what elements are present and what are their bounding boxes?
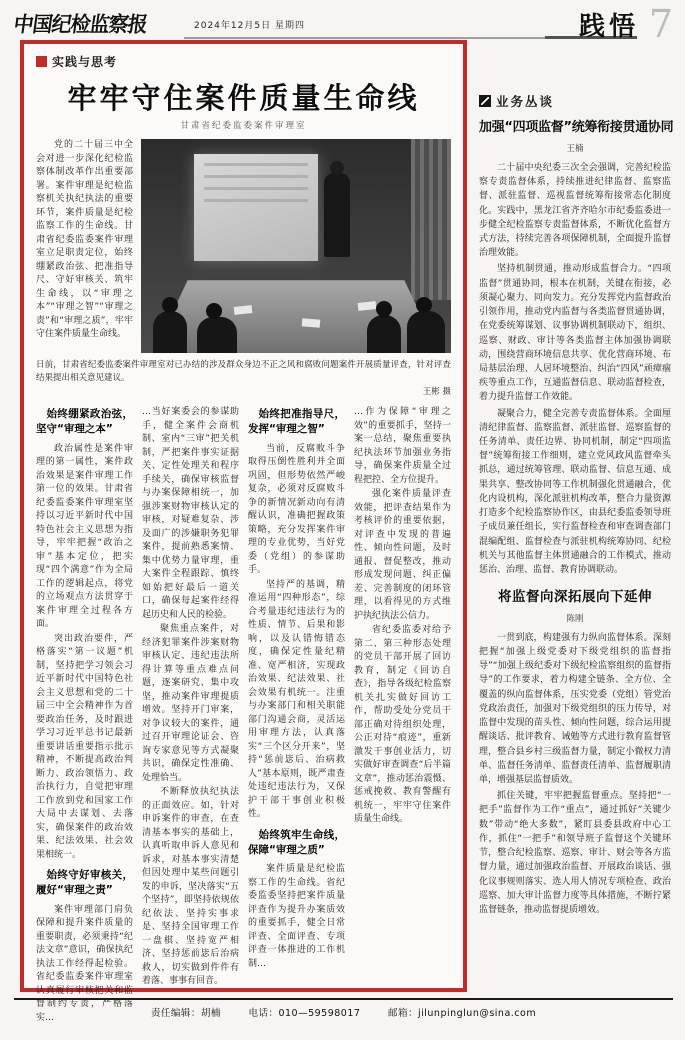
page-number: 7 xyxy=(648,2,673,46)
sidebar-kicker-label: 业务丛谈 xyxy=(496,94,555,109)
pen-icon xyxy=(479,95,491,107)
intro-column xyxy=(36,139,133,353)
page-footer xyxy=(14,998,673,1019)
body-paragraph: 坚持严的基调，精准运用“四种形态”，综合考量违纪违法行为的性质、情节、后果和影响，以及认错悔错态度，确保定性量纪精准、宽严相济，实现政治效果、纪法效果、社会效果有机统一。注重与办案部门和相关职能部门沟通会商，灵活运用审理方法，认真落实“三个区分开来”，坚持“惩前毖后、治病救人”基本原则，既严肃查处违纪违法行为，又保护干部干事创业积极性。 xyxy=(248,579,345,820)
photo-credit: 王彬 摄 xyxy=(422,386,451,397)
footer-phone: 电话：010—59598017 xyxy=(248,1008,361,1019)
kicker xyxy=(36,54,451,68)
lead-row xyxy=(36,139,451,353)
newspaper-masthead: 中国纪检监察报 xyxy=(12,11,149,37)
column-3 xyxy=(248,406,345,1040)
body-paragraph: …作为保障“审理之效”的重要抓手，坚持一案一总结，聚焦重要执纪执法环节加强业务指导，确保案件质量全过程把控、全方位提升。 xyxy=(354,407,451,485)
body-paragraph: 案件质量是纪检监察工作的生命线。省纪委监委坚持把案件质量评查作为提升办案质效的重要抓手，健全日常评查、全面评查、专项评查一体推进的工作机制… xyxy=(248,864,345,969)
caption-text: 日前，甘肃省纪委监委案件审理室对已办结的涉及群众身边不正之风和腐败问题案件开展质量评查，针对评查结果提出相关意见建议。 xyxy=(36,360,451,383)
sidebar-article2-title: 将监督向深拓展向下延伸 xyxy=(498,589,652,606)
sidebar-article2-body xyxy=(479,631,671,917)
body-paragraph: 一贯到底，构建强有力纵向监督体系。深刻把握“加强上级党委对下级党组织的监督指导”“加强上级纪委对下级纪检监察组织的监督指导”的工作要求，着力构建全链条、全方位、全覆盖的纵向监督体系，压实党委（党组）管党治党政治责任，加强对下级党组织的压力传导，对监督中发现的苗头性、倾向性问题，综合运用提醒谈话、批评教育、诫勉等方式进行教育监督管理，整合县乡村三级监督力量，制定小微权力清单、监督任务清单、监督责任清单、监督履职清单，增强基层监督质效。 xyxy=(479,632,671,785)
projection-screen xyxy=(194,154,318,261)
sidebar-article1-title: 加强“四项监督”统筹衔接贯通协同 xyxy=(479,120,674,135)
footer-email: 邮箱：jilunpinglun@sina.com xyxy=(387,1008,537,1019)
article-columns xyxy=(36,406,451,1040)
sidebar-kicker xyxy=(479,92,671,110)
seated-person xyxy=(153,311,187,353)
body-paragraph: 不断释放执纪执法的正面效应。如，针对申诉案件的审查，在查清基本事实的基础上，认真听取申诉人意见和诉求，对基本事实清楚但因处理中某些问题引发的申诉，坚决落实“五个坚持”，即坚持依规依纪依法、坚持实事求是、坚持全国审理工作一盘棋、坚持宽严相济、坚持惩前毖后治病救人，切实做到件件有着落、事事有回音。 xyxy=(142,787,239,987)
body-paragraph: 强化案件质量评查效能，把评查结果作为考核评价的重要依据，对评查中发现的普遍性、倾向性问题，及时通报、督促整改，推动形成发现问题、纠正偏差、完善制度的闭环管理，以看得见的方式维护执纪执法公信力。 xyxy=(354,489,451,621)
sidebar-article1-byline: 王楠 xyxy=(566,143,584,154)
body-paragraph: 突出政治要件，严格落实“第一议题”机制，坚持把学习领会习近平新时代中国特色社会主义思想和党的二十届三中全会精神作为首要政治任务，及时跟进学习习近平总书记最新重要讲话重要指示批示精神，不断提高政治判断力、政治领悟力、政治执行力，自觉把审理工作放到党和国家工作大局中去谋划、去落实，确保案件的政治效果、纪法效果、社会效果相统一。 xyxy=(36,633,133,860)
presenter-figure xyxy=(324,173,350,257)
body-paragraph: 省纪委监委对给予第二、第三种形态处理的党员干部开展了回访教育，制定《回访自查》，指导各级纪检监察机关扎实做好回访工作，帮助受处分党员干部正确对待组织处理，公正对待“痕迹”，重新激发干事创业活力，切实做好审查调查“后半篇文章”，推动惩治震慑、惩戒挽救、教育警醒有机统一，牢牢守住案件质量生命线。 xyxy=(354,625,451,825)
subhead-3: 始终守好审核关，履好“审理之责” xyxy=(36,869,133,897)
sidebar-article2-byline: 陈刚 xyxy=(566,613,584,624)
body-paragraph: 二十届中央纪委三次全会强调，完善纪检监察专责监督体系，持续推进纪律监督、监察监督、派驻监督、巡视监督统筹衔接常态化制度化。实践中，黑龙江省齐齐哈尔市纪委监委进一步健全纪检监察专责监督体系，不断优化监督方式方法，持续完善各项保障机制，全面提升监督治理效能。 xyxy=(479,162,671,259)
publication-date: 2024年12月5日 星期四 xyxy=(194,21,305,31)
intro-paragraph: 党的二十届三中全会对进一步深化纪检监察体制改革作出重要部署。案件审理是纪检监察机关执纪执法的重要环节，案件质量是纪检监察工作的生命线。甘肃省纪委监委案件审理室立足职责定位，始终绷紧政治弦、把准指导尺、守好审核关、筑牢生命线，以“审理之本”“审理之智”“审理之责”和“审理之质”，牢牢守住案件质量生命线。 xyxy=(36,140,133,339)
sidebar-column xyxy=(479,92,674,919)
body-paragraph: 聚焦重点案件，对经济犯罪案件涉案财物审核认定、违纪违法所得计算等重点难点问题，逐案研究、集中攻坚，推动案件审理提质增效。坚持开门审案，对争议较大的案件，通过召开审理论证会、咨询专家意见等方式凝聚共识，确保定性准确、处理恰当。 xyxy=(142,624,239,783)
page-header xyxy=(12,2,673,46)
subhead-4: 始终筑牢生命线，保障“审理之质” xyxy=(248,828,345,856)
column-1 xyxy=(36,406,133,1040)
body-paragraph: 当前，反腐败斗争取得压倒性胜利并全面巩固，但形势依然严峻复杂，必须对反腐败斗争的新情况新动向有清醒认识，准确把握政策策略，充分发挥案件审理的专业优势，当好党委（党组）的参谋助手。 xyxy=(248,443,345,576)
footer-editor: 责任编辑：胡楠 xyxy=(150,1008,221,1019)
subhead-2: 始终把准指导尺，发挥“审理之智” xyxy=(248,408,345,436)
body-paragraph: 案件审理部门肩负保障和提升案件质量的重要职责，必须秉持“纪法文章”意识，确保执纪执法工作经得起检验。省纪委监委案件审理室认真履行审核把关和监督制约专责，严格落实… xyxy=(36,904,133,1023)
kicker-label: 实践与思考 xyxy=(52,54,118,69)
main-headline: 牢牢守住案件质量生命线 xyxy=(67,81,420,115)
section-title: 践悟 xyxy=(578,12,639,42)
kicker-square-icon xyxy=(36,56,47,67)
body-paragraph: 坚持机制贯通，推动形成监督合力。“四项监督”贯通协同，根本在机制，关键在衔接，必须凝心聚力、同向发力。充分发挥党内监督政治引领作用，推动党内监督与各类监督贯通协调，在党委统筹谋划、议事协调机制联动下，组织、巡察、财政、审计等各类监督主体加强协调联动，围绕营商环境信息共享、优化营商环境、布局基层治理、人居环境整治、纠治“四风”顽瘴痼疾等重点工作，互通监督信息、联动监督检查，着力提升监督工作效能。 xyxy=(479,264,671,403)
column-2 xyxy=(142,406,239,1040)
seated-person xyxy=(197,317,237,353)
seated-person xyxy=(367,315,401,353)
body-paragraph: …当好案委会的参谋助手，健全案件会商机制、室内“三审”把关机制，严把案件事实证据关、定性处理关和程序手续关，确保审核监督与办案保障相统一，加强涉案财物审核认定的审核，对疑难复杂、涉及面广的涉嫌职务犯罪案件，提前熟悉案情、集中优势力量审理，重大案件全程跟踪、慎终如始把好最后一道关口，确保每起案件经得起历史和人民的检验。 xyxy=(142,407,239,620)
column-4 xyxy=(354,406,451,1040)
seated-person xyxy=(407,311,445,353)
sidebar-article1-body xyxy=(479,161,671,577)
subhead-1: 始终绷紧政治弦，坚守“审理之本” xyxy=(36,408,133,436)
meeting-photo xyxy=(141,139,451,353)
main-byline: 甘肃省纪委监委案件审理室 xyxy=(180,121,307,131)
body-paragraph: 抓住关键，牢牢把握监督重点。坚持把“一把手”监督作为工作“重点”，通过抓好“关键少数”带动“绝大多数”，紧盯县委县政府中心工作，抓住“一把手”和领导班子监督这个关键环节，整合纪检监察、巡察、审计、财会等各方监督力量，通过加强政治监督、开展政治谈话、强化议事规则落实、选人用人情况专项检查、政治巡察、加大审计监督力度等具体措施，不断拧紧监督链条，推动监督提质增效。 xyxy=(479,791,671,915)
photo-caption xyxy=(36,359,451,398)
body-paragraph: 凝聚合力，健全完善专责监督体系。全面厘清纪律监督、监察监督、派驻监督、巡察监督的任务清单、责任边界、协同机制，制定“四项监督”统筹衔接工作细则，建立党风政风监督牵头抓总，通过统筹管理、联动监督、信息互通、成果共享、整改协同等工作机制强化贯通融合，优化内设机构，深化派驻机构改革，整合力量资源打造多个纪检监察协作区，由县纪委监委领导班子成员兼任组长，实行监督检查和审查调查部门混编配组、监督检查与派驻机构统筹协同、纪检机关与其他监督主体贯通融合的工作模式，推动惩治、治理、监督、教育协调联动。 xyxy=(479,408,671,576)
window-blinds xyxy=(411,139,451,300)
body-paragraph: 政治属性是案件审理的第一属性，案件政治效果是案件审理工作第一位的效果。甘肃省纪委监委案件审理室坚持以习近平新时代中国特色社会主义思想为指导，牢牢把握“政治之审”基本定位，把实现“四个满意”作为全局工作的逻辑起点，将党的立场观点方法贯穿于案件审理全过程各方面。 xyxy=(36,443,133,630)
